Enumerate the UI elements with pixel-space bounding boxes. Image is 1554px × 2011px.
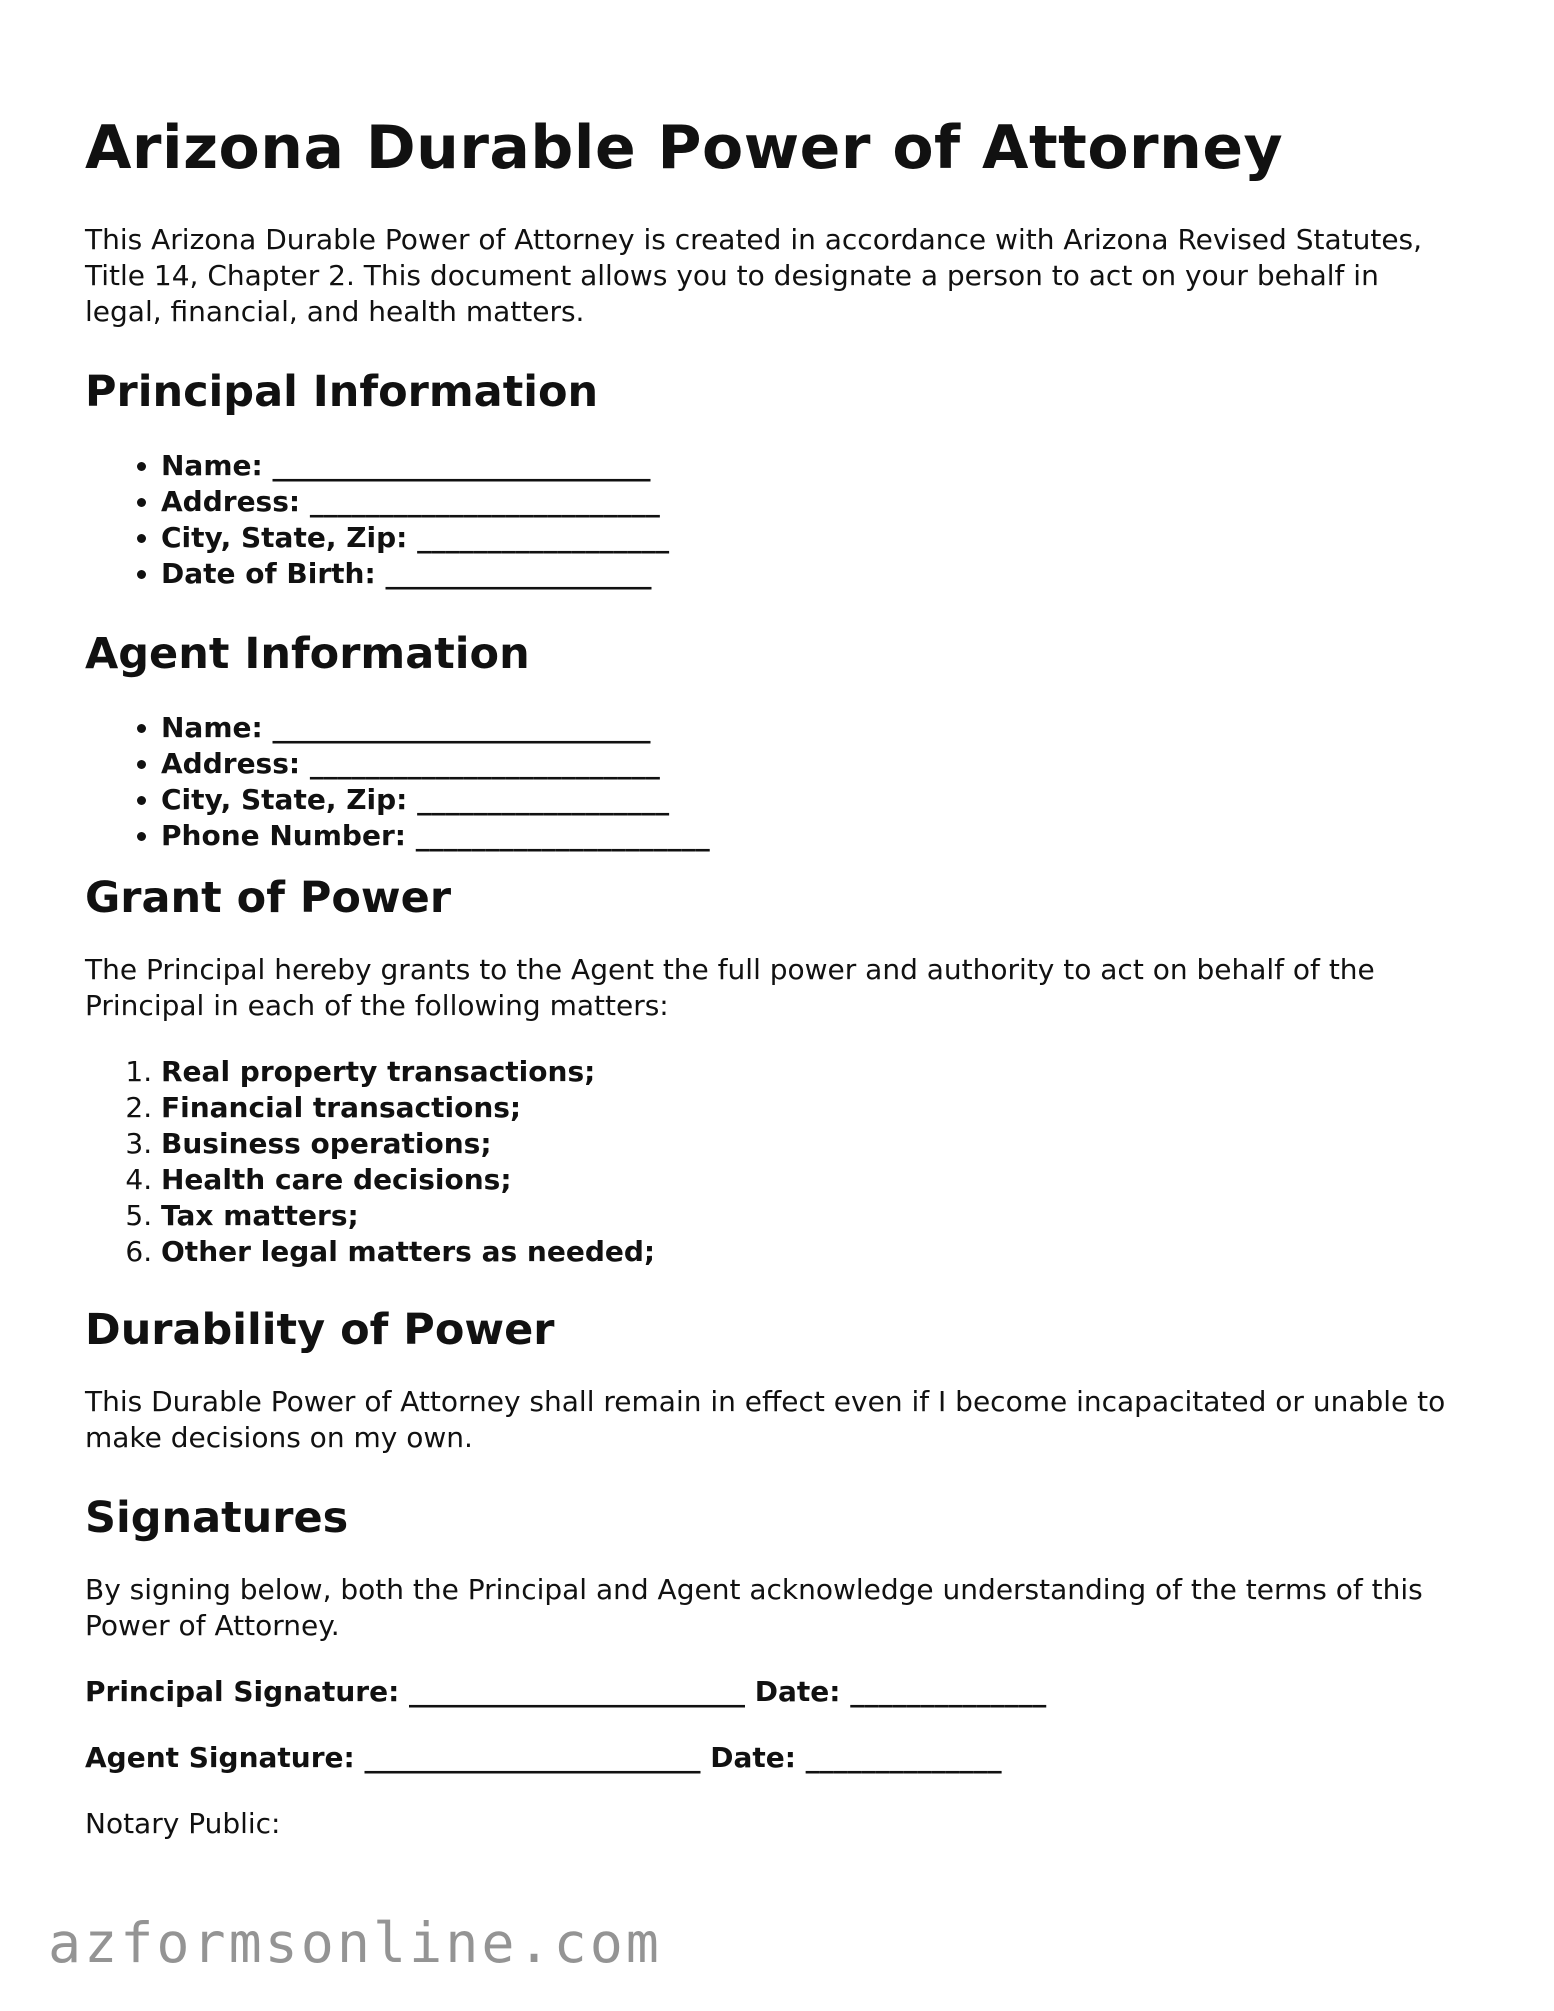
principal-city-state-zip-field: • City, State, Zip: __________________	[161, 520, 1485, 556]
principal-address-field: • Address: _________________________	[161, 484, 1485, 520]
agent-phone-field: • Phone Number: _____________________	[161, 818, 1485, 854]
agent-city-state-zip-field: • City, State, Zip: __________________	[161, 782, 1485, 818]
agent-signature-line[interactable]: Agent Signature: ________________________ Date: ______________	[85, 1741, 1002, 1774]
document-page	[85, 108, 1485, 1842]
durability-heading: Durability of Power	[85, 1305, 555, 1355]
watermark: azformsonline.com	[48, 1911, 662, 1975]
grant-items	[85, 1054, 1485, 1270]
grant-item: 4. Health care decisions;	[161, 1162, 1485, 1198]
signatures-paragraph: By signing below, both the Principal and Agent acknowledge understanding of the terms of this Power of Attorney.	[85, 1573, 1423, 1642]
grant-item: 1. Real property transactions;	[161, 1054, 1485, 1090]
grant-paragraph: The Principal hereby grants to the Agent the full power and authority to act on behalf of the Principal in each of the following matters:	[85, 953, 1375, 1022]
signatures-heading: Signatures	[85, 1493, 349, 1543]
principal-name-field: • Name: ___________________________	[161, 448, 1485, 484]
grant-heading: Grant of Power	[85, 873, 452, 923]
principal-heading: Principal Information	[85, 367, 599, 417]
grant-item: 2. Financial transactions;	[161, 1090, 1485, 1126]
principal-signature-line[interactable]: Principal Signature: ________________________ Date: ______________	[85, 1675, 1047, 1708]
principal-fields	[85, 448, 1485, 592]
agent-fields	[85, 710, 1485, 854]
intro-paragraph: This Arizona Durable Power of Attorney is created in accordance with Arizona Revised Statutes, Title 14, Chapter 2. This document allows you to designate a person to act on your behalf in legal, financial, and health matters.	[85, 223, 1423, 328]
agent-address-field: • Address: _________________________	[161, 746, 1485, 782]
grant-item: 5. Tax matters;	[161, 1198, 1485, 1234]
notary-public-label: Notary Public:	[85, 1807, 281, 1840]
grant-item: 3. Business operations;	[161, 1126, 1485, 1162]
agent-heading: Agent Information	[85, 629, 530, 679]
document-title: Arizona Durable Power of Attorney	[85, 113, 1284, 183]
durability-paragraph: This Durable Power of Attorney shall remain in effect even if I become incapacitated or unable to make decisions on my own.	[85, 1385, 1446, 1454]
agent-name-field: • Name: ___________________________	[161, 710, 1485, 746]
principal-dob-field: • Date of Birth: ___________________	[161, 556, 1485, 592]
grant-item: 6. Other legal matters as needed;	[161, 1234, 1485, 1270]
